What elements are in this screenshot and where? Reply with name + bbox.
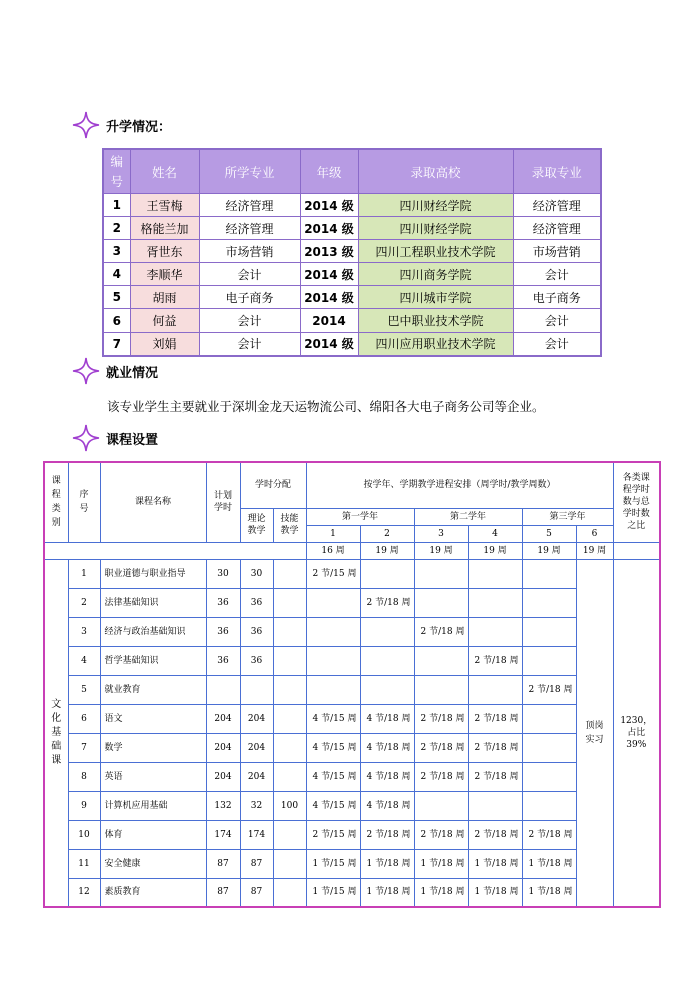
admission-row (103, 332, 601, 356)
header-grade: 年级 (300, 149, 358, 194)
course-term-4: 2 节/18 周 (468, 646, 522, 675)
sparkle-icon (72, 424, 100, 452)
course-row (44, 820, 660, 849)
course-theory-hours: 32 (240, 791, 273, 820)
row-name: 格能兰加 (130, 217, 199, 240)
course-plan-hours: 36 (206, 588, 240, 617)
course-seq: 2 (68, 588, 100, 617)
course-seq: 4 (68, 646, 100, 675)
course-theory-hours: 204 (240, 762, 273, 791)
course-term-2 (360, 675, 414, 704)
course-term-4 (468, 617, 522, 646)
course-theory-hours: 87 (240, 849, 273, 878)
header-term: 4 (468, 525, 522, 542)
header-category: 课程类别 (44, 462, 68, 542)
header-year-1: 第一学年 (306, 508, 414, 525)
course-name: 法律基础知识 (100, 588, 206, 617)
header-seq: 序号 (68, 462, 100, 542)
row-grade: 2014 级 (300, 263, 358, 286)
course-term-5 (522, 588, 576, 617)
course-term-2: 2 节/18 周 (360, 588, 414, 617)
course-term-4: 2 节/18 周 (468, 762, 522, 791)
row-college: 四川城市学院 (358, 286, 513, 309)
row-name: 刘娟 (130, 332, 199, 356)
course-seq: 12 (68, 878, 100, 907)
course-name: 数学 (100, 733, 206, 762)
course-plan-hours: 132 (206, 791, 240, 820)
course-term-5: 2 节/18 周 (522, 675, 576, 704)
course-plan-hours: 30 (206, 559, 240, 588)
admission-row (103, 309, 601, 332)
course-seq: 9 (68, 791, 100, 820)
course-term-5 (522, 646, 576, 675)
row-grade: 2014 (300, 309, 358, 332)
course-theory-hours: 36 (240, 617, 273, 646)
course-term-2: 4 节/18 周 (360, 762, 414, 791)
course-theory-hours: 30 (240, 559, 273, 588)
course-seq: 11 (68, 849, 100, 878)
header-term: 3 (414, 525, 468, 542)
course-term-1: 4 节/15 周 (306, 704, 360, 733)
course-seq: 7 (68, 733, 100, 762)
row-college: 四川财经学院 (358, 217, 513, 240)
row-admitted-major: 市场营销 (513, 240, 601, 263)
course-row (44, 878, 660, 907)
header-term: 5 (522, 525, 576, 542)
row-college: 四川商务学院 (358, 263, 513, 286)
course-term-3 (414, 588, 468, 617)
header-term: 2 (360, 525, 414, 542)
course-row (44, 588, 660, 617)
employment-title: 就业情况 (106, 365, 159, 381)
course-ratio: 1230，占比 39% (613, 559, 660, 907)
admission-header-row (103, 149, 601, 194)
course-term-4: 2 节/18 周 (468, 820, 522, 849)
course-plan-hours: 87 (206, 849, 240, 878)
row-admitted-major: 会计 (513, 309, 601, 332)
course-plan-hours: 174 (206, 820, 240, 849)
header-year-3: 第三学年 (522, 508, 613, 525)
admission-row (103, 286, 601, 309)
course-seq: 3 (68, 617, 100, 646)
row-major: 经济管理 (199, 194, 300, 217)
course-theory-hours: 36 (240, 646, 273, 675)
admission-row (103, 240, 601, 263)
course-term-2: 4 节/18 周 (360, 733, 414, 762)
course-term-1: 4 节/15 周 (306, 733, 360, 762)
course-row (44, 791, 660, 820)
admission-row (103, 217, 601, 240)
employment-text: 该专业学生主要就业于深圳金龙天运物流公司、绵阳各大电子商务公司等企业。 (107, 399, 545, 414)
course-term-5: 1 节/18 周 (522, 849, 576, 878)
course-theory-hours: 87 (240, 878, 273, 907)
row-admitted-major: 会计 (513, 332, 601, 356)
course-term-2 (360, 559, 414, 588)
admission-table (102, 148, 602, 357)
header-skill: 技能教学 (273, 508, 306, 542)
course-term-3 (414, 646, 468, 675)
course-term-2: 2 节/18 周 (360, 820, 414, 849)
course-row (44, 762, 660, 791)
course-term-2: 1 节/18 周 (360, 849, 414, 878)
row-admitted-major: 经济管理 (513, 194, 601, 217)
header-ratio: 各类课程学时数与总学时数之比 (613, 462, 660, 542)
header-weeks: 19 周 (360, 542, 414, 559)
course-term-5: 2 节/18 周 (522, 820, 576, 849)
row-name: 李顺华 (130, 263, 199, 286)
course-skill-hours (273, 646, 306, 675)
course-term-4: 1 节/18 周 (468, 849, 522, 878)
row-grade: 2014 级 (300, 217, 358, 240)
course-skill-hours (273, 559, 306, 588)
row-college: 四川工程职业技术学院 (358, 240, 513, 263)
course-term-3: 2 节/18 周 (414, 704, 468, 733)
header-theory: 理论教学 (240, 508, 273, 542)
course-name: 哲学基础知识 (100, 646, 206, 675)
course-term-3: 2 节/18 周 (414, 617, 468, 646)
course-row (44, 733, 660, 762)
course-plan-hours: 36 (206, 617, 240, 646)
row-grade: 2013 级 (300, 240, 358, 263)
course-term-2: 4 节/18 周 (360, 791, 414, 820)
course-term-5 (522, 791, 576, 820)
header-weeks: 19 周 (468, 542, 522, 559)
row-college: 巴中职业技术学院 (358, 309, 513, 332)
header-plan-hours: 计划学时 (206, 462, 240, 542)
course-seq: 1 (68, 559, 100, 588)
course-skill-hours (273, 820, 306, 849)
course-skill-hours (273, 878, 306, 907)
row-id: 1 (103, 194, 130, 217)
row-major: 会计 (199, 332, 300, 356)
course-internship: 顶岗实习 (576, 559, 613, 907)
course-name: 英语 (100, 762, 206, 791)
course-term-1: 1 节/15 周 (306, 878, 360, 907)
course-term-5 (522, 704, 576, 733)
header-weeks: 19 周 (414, 542, 468, 559)
row-name: 何益 (130, 309, 199, 332)
course-row (44, 617, 660, 646)
row-grade: 2014 级 (300, 286, 358, 309)
row-admitted-major: 经济管理 (513, 217, 601, 240)
header-course-name: 课程名称 (100, 462, 206, 542)
course-section-heading (72, 424, 158, 452)
course-name: 职业道德与职业指导 (100, 559, 206, 588)
course-term-2: 1 节/18 周 (360, 878, 414, 907)
course-theory-hours: 36 (240, 588, 273, 617)
course-seq: 8 (68, 762, 100, 791)
course-term-3: 2 节/18 周 (414, 733, 468, 762)
course-term-5: 1 节/18 周 (522, 878, 576, 907)
course-name: 素质教育 (100, 878, 206, 907)
course-skill-hours (273, 762, 306, 791)
course-plan-hours: 204 (206, 704, 240, 733)
header-major: 所学专业 (199, 149, 300, 194)
course-term-2: 4 节/18 周 (360, 704, 414, 733)
course-term-4 (468, 559, 522, 588)
course-row (44, 559, 660, 588)
header-schedule: 按学年、学期教学进程安排（周学时/教学周数） (306, 462, 613, 508)
course-theory-hours: 174 (240, 820, 273, 849)
course-name: 计算机应用基础 (100, 791, 206, 820)
row-major: 经济管理 (199, 217, 300, 240)
course-term-2 (360, 617, 414, 646)
course-name: 安全健康 (100, 849, 206, 878)
course-skill-hours (273, 675, 306, 704)
header-year-2: 第二学年 (414, 508, 522, 525)
row-id: 7 (103, 332, 130, 356)
course-name: 体育 (100, 820, 206, 849)
header-weeks: 19 周 (522, 542, 576, 559)
course-skill-hours (273, 617, 306, 646)
header-spacer (44, 542, 306, 559)
course-term-4: 1 节/18 周 (468, 878, 522, 907)
course-table (43, 461, 661, 908)
course-term-3: 1 节/18 周 (414, 878, 468, 907)
header-term: 6 (576, 525, 613, 542)
row-name: 胡雨 (130, 286, 199, 309)
course-term-3 (414, 559, 468, 588)
header-college: 录取高校 (358, 149, 513, 194)
header-id: 编号 (103, 149, 130, 194)
admission-title: 升学情况： (106, 119, 172, 135)
employment-section-heading (72, 357, 158, 385)
course-seq: 5 (68, 675, 100, 704)
course-term-5 (522, 559, 576, 588)
row-major: 会计 (199, 263, 300, 286)
course-term-2 (360, 646, 414, 675)
course-term-3: 1 节/18 周 (414, 849, 468, 878)
header-hours-split: 学时分配 (240, 462, 306, 508)
course-term-5 (522, 762, 576, 791)
course-theory-hours (240, 675, 273, 704)
sparkle-icon (72, 111, 100, 139)
row-id: 4 (103, 263, 130, 286)
header-weeks: 16 周 (306, 542, 360, 559)
course-term-4: 2 节/18 周 (468, 733, 522, 762)
course-term-5 (522, 733, 576, 762)
course-row (44, 849, 660, 878)
course-skill-hours (273, 588, 306, 617)
admission-section-heading (72, 111, 171, 139)
row-college: 四川财经学院 (358, 194, 513, 217)
course-term-1: 4 节/15 周 (306, 762, 360, 791)
row-major: 电子商务 (199, 286, 300, 309)
header-admitted-major: 录取专业 (513, 149, 601, 194)
course-term-4 (468, 675, 522, 704)
course-row (44, 646, 660, 675)
row-id: 6 (103, 309, 130, 332)
course-term-3: 2 节/18 周 (414, 820, 468, 849)
row-grade: 2014 级 (300, 194, 358, 217)
course-term-1: 2 节/15 周 (306, 559, 360, 588)
course-theory-hours: 204 (240, 704, 273, 733)
course-term-1: 4 节/15 周 (306, 791, 360, 820)
course-skill-hours: 100 (273, 791, 306, 820)
course-term-3 (414, 791, 468, 820)
course-plan-hours (206, 675, 240, 704)
course-name: 经济与政治基础知识 (100, 617, 206, 646)
course-plan-hours: 204 (206, 733, 240, 762)
row-id: 3 (103, 240, 130, 263)
row-grade: 2014 级 (300, 332, 358, 356)
header-term: 1 (306, 525, 360, 542)
row-id: 2 (103, 217, 130, 240)
course-term-3 (414, 675, 468, 704)
course-term-4: 2 节/18 周 (468, 704, 522, 733)
course-plan-hours: 36 (206, 646, 240, 675)
sparkle-icon (72, 357, 100, 385)
row-admitted-major: 会计 (513, 263, 601, 286)
course-term-4 (468, 588, 522, 617)
course-name: 语文 (100, 704, 206, 733)
course-plan-hours: 204 (206, 762, 240, 791)
admission-row (103, 263, 601, 286)
course-skill-hours (273, 733, 306, 762)
course-skill-hours (273, 704, 306, 733)
course-theory-hours: 204 (240, 733, 273, 762)
course-term-1 (306, 646, 360, 675)
course-row (44, 675, 660, 704)
course-term-1: 1 节/15 周 (306, 849, 360, 878)
course-term-1: 2 节/15 周 (306, 820, 360, 849)
course-term-5 (522, 617, 576, 646)
row-major: 会计 (199, 309, 300, 332)
row-college: 四川应用职业技术学院 (358, 332, 513, 356)
row-admitted-major: 电子商务 (513, 286, 601, 309)
course-name: 就业教育 (100, 675, 206, 704)
row-name: 王雪梅 (130, 194, 199, 217)
course-category: 文化基础课 (44, 559, 68, 907)
header-weeks: 19 周 (576, 542, 613, 559)
course-term-1 (306, 588, 360, 617)
course-term-1 (306, 617, 360, 646)
course-seq: 10 (68, 820, 100, 849)
course-seq: 6 (68, 704, 100, 733)
admission-row (103, 194, 601, 217)
course-skill-hours (273, 849, 306, 878)
header-name: 姓名 (130, 149, 199, 194)
course-row (44, 704, 660, 733)
row-id: 5 (103, 286, 130, 309)
header-spacer (613, 542, 660, 559)
course-term-3: 2 节/18 周 (414, 762, 468, 791)
course-term-4 (468, 791, 522, 820)
row-name: 胥世东 (130, 240, 199, 263)
course-plan-hours: 87 (206, 878, 240, 907)
row-major: 市场营销 (199, 240, 300, 263)
course-term-1 (306, 675, 360, 704)
course-title: 课程设置 (106, 432, 159, 448)
